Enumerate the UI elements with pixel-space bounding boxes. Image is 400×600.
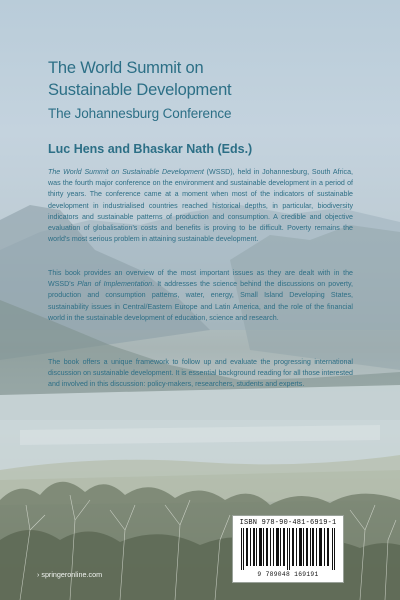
book-subtitle: The Johannesburg Conference <box>48 106 232 121</box>
title-line-1: The World Summit on <box>48 59 204 77</box>
publisher-link[interactable] <box>37 570 102 579</box>
book-title <box>48 57 368 101</box>
book-authors: Luc Hens and Bhaskar Nath (Eds.) <box>48 142 253 156</box>
barcode <box>241 528 335 570</box>
description-paragraph-3: The book offers a unique framework to follow up and evaluate the progressing international discussion on sustainable development. It is essential background reading for all those interested and involved in this discussion: policy-makers, researchers, students and experts. <box>48 358 353 389</box>
paragraph-2-italic: Plan of Implementation <box>77 280 153 289</box>
description-paragraph-2 <box>48 268 353 324</box>
isbn-label: ISBN 978-90-481-6919-1 <box>239 519 337 527</box>
paragraph-1-text: (WSSD), held in Johannesburg, South Africa, was the fourth major conference on the environment and sustainable development in a period of thirty years. The conference came at a moment when most of the indicators of sustainable development in industrialised countries reached historical depths, in particular, biodiversity indicators and sustainable patterns of production and consumption. A credible and objective evaluation of globalisation's costs and benefits is proving to be difficult. Poverty remains the world's most serious problem in attaining sustainable development. <box>48 168 354 244</box>
title-line-2: Sustainable Development <box>48 81 232 99</box>
paragraph-2-lead: This book provides an overview of the most important issues as they are dealt with in the WSSD's <box>48 269 353 289</box>
arrow-icon: › <box>37 572 40 579</box>
paragraph-1-italic: The World Summit on Sustainable Development <box>48 168 204 176</box>
paragraph-2-text: . It addresses the science behind the discussions on poverty, production and consumption patterns, water, energy, Small Island Developing States, sustainability issues in Central/Eastern Europe and Latin America, and the role of the financial world in the sustainable development of education, science and research. <box>48 280 354 322</box>
barcode-digits: 9 789048 169191 <box>257 571 319 578</box>
publisher-url: springeronline.com <box>41 570 103 579</box>
isbn-barcode-box <box>232 515 344 583</box>
description-paragraph-1 <box>48 167 353 245</box>
